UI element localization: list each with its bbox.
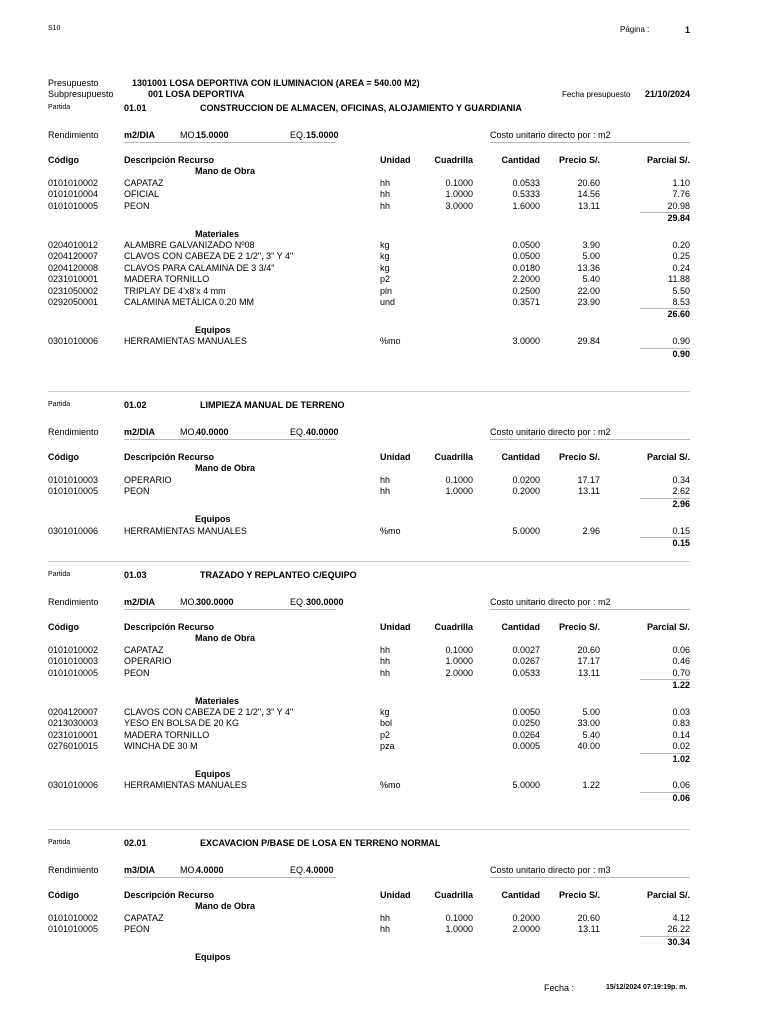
row-unidad: hh (380, 644, 391, 655)
row-descripcion: HERRAMIENTAS MANUALES (124, 336, 247, 347)
row-cantidad: 0.5333 (512, 189, 540, 200)
report-code: S10 (48, 25, 61, 32)
header-precio: Precio S/. (558, 452, 600, 462)
rendimiento-label: Rendimiento (48, 427, 99, 437)
row-unidad: kg (380, 706, 390, 717)
row-cantidad: 5.0000 (512, 780, 540, 791)
row-parcial: 0.46 (672, 656, 690, 667)
row-cantidad: 2.0000 (512, 924, 540, 935)
subpresupuesto-label: Subpresupuesto (48, 89, 114, 99)
row-descripcion: MADERA TORNILLO (124, 729, 210, 740)
partida-code: 01.01 (124, 103, 147, 113)
divider (490, 142, 690, 143)
row-cantidad: 0.0500 (512, 251, 540, 262)
row-unidad: hh (380, 667, 391, 678)
partida-title: CONSTRUCCION DE ALMACEN, OFICINAS, ALOJAMIENTO Y GUARDIANIA (200, 103, 522, 113)
row-unidad: hh (380, 474, 391, 485)
row-parcial: 0.15 (672, 525, 690, 536)
row-unidad: %mo (380, 525, 401, 536)
row-descripcion: OPERARIO (124, 474, 172, 485)
row-cantidad: 0.0250 (512, 718, 540, 729)
row-codigo: 0101010004 (48, 189, 99, 200)
header-codigo: Código (48, 622, 79, 632)
mo-value: 4.0000 (196, 865, 224, 875)
row-cuadrilla: 3.0000 (445, 200, 473, 211)
row-precio: 33.00 (577, 718, 600, 729)
row-unidad: und (380, 296, 396, 307)
row-cantidad: 0.0180 (512, 262, 540, 273)
row-cuadrilla: 1.0000 (445, 924, 473, 935)
row-codigo: 0301010006 (48, 780, 99, 791)
row-parcial: 0.83 (672, 718, 690, 729)
row-parcial: 26.22 (667, 924, 690, 935)
row-codigo: 0101010005 (48, 486, 99, 497)
row-unidad: hh (380, 189, 391, 200)
header-cantidad: Cantidad (501, 452, 540, 462)
rendimiento-label: Rendimiento (48, 130, 99, 140)
row-unidad: kg (380, 239, 390, 250)
row-descripcion: OFICIAL (124, 189, 160, 200)
row-codigo: 0101010002 (48, 912, 99, 923)
row-descripcion: CAPATAZ (124, 912, 164, 923)
group-title: Equipos (195, 324, 231, 335)
row-parcial: 7.76 (672, 189, 690, 200)
divider (48, 561, 690, 562)
divider (124, 439, 336, 440)
eq-label: EQ. (290, 865, 306, 875)
row-precio: 13.11 (578, 486, 600, 497)
row-cantidad: 5.0000 (512, 525, 540, 536)
partida-code: 01.03 (124, 570, 147, 580)
row-codigo: 0204120008 (48, 262, 99, 273)
group-title: Materiales (195, 228, 240, 239)
header-precio: Precio S/. (558, 622, 600, 632)
row-descripcion: TRIPLAY DE 4'x8'x 4 mm (124, 285, 226, 296)
row-unidad: hh (380, 486, 391, 497)
divider (124, 142, 336, 143)
row-unidad: p2 (380, 729, 391, 740)
group-total: 26.60 (667, 309, 690, 320)
costo-unitario: Costo unitario directo por : m3 (490, 865, 611, 875)
row-cantidad: 0.0533 (512, 667, 540, 678)
row-cantidad: 0.2000 (512, 486, 540, 497)
partida-title: EXCAVACION P/BASE DE LOSA EN TERRENO NORMAL (200, 838, 441, 848)
partida-label: Partida (48, 571, 71, 578)
row-parcial: 0.06 (672, 644, 690, 655)
rendimiento-unit: m2/DIA (124, 427, 156, 437)
row-descripcion: ALAMBRE GALVANIZADO Nº08 (124, 239, 255, 250)
partida-label: Partida (48, 104, 71, 111)
group-title: Mano de Obra (195, 633, 256, 644)
partida-label: Partida (48, 401, 71, 408)
row-cantidad: 0.2500 (512, 285, 540, 296)
divider (490, 609, 690, 610)
row-codigo: 0101010002 (48, 177, 99, 188)
row-parcial: 5.50 (672, 285, 690, 296)
costo-unitario: Costo unitario directo por : m2 (490, 597, 611, 607)
row-cantidad: 0.3571 (512, 296, 540, 307)
header-codigo: Código (48, 155, 79, 165)
footer-fecha-value: 15/12/2024 07:19:19p. m. (606, 984, 688, 991)
eq-label: EQ. (290, 130, 306, 140)
row-codigo: 0204120007 (48, 251, 99, 262)
row-precio: 13.11 (578, 200, 600, 211)
group-title: Equipos (195, 952, 231, 963)
row-cantidad: 0.0027 (512, 644, 540, 655)
eq-value: 4.0000 (306, 865, 334, 875)
eq-label: EQ. (290, 597, 306, 607)
group-title: Mano de Obra (195, 166, 256, 177)
row-codigo: 0231010001 (48, 274, 99, 285)
page-number: 1 (684, 25, 690, 35)
header-parcial: Parcial S/. (646, 452, 690, 462)
row-parcial: 0.70 (672, 667, 690, 678)
group-title: Materiales (195, 695, 240, 706)
row-cantidad: 0.2000 (512, 912, 540, 923)
rendimiento-label: Rendimiento (48, 597, 99, 607)
row-codigo: 0101010005 (48, 924, 99, 935)
row-precio: 17.17 (577, 474, 600, 485)
row-unidad: hh (380, 200, 391, 211)
group-total: 1.22 (672, 680, 690, 690)
row-precio: 23.90 (577, 296, 600, 307)
header-cantidad: Cantidad (501, 890, 540, 900)
row-codigo: 0204010012 (48, 239, 99, 250)
group-title: Mano de Obra (195, 463, 256, 474)
group-title: Equipos (195, 514, 231, 525)
row-precio: 5.00 (582, 706, 600, 717)
footer-fecha-label: Fecha : (544, 983, 575, 993)
mo-label: MO. (180, 865, 197, 875)
rendimiento-label: Rendimiento (48, 865, 99, 875)
row-parcial: 0.03 (672, 706, 690, 717)
eq-value: 15.0000 (306, 130, 339, 140)
row-parcial: 4.12 (672, 912, 690, 923)
row-unidad: %mo (380, 336, 401, 347)
row-parcial: 0.14 (672, 729, 690, 740)
group-total: 30.34 (667, 936, 690, 947)
row-unidad: kg (380, 262, 390, 273)
row-parcial: 0.90 (672, 336, 690, 347)
rendimiento-unit: m2/DIA (124, 597, 156, 607)
row-cuadrilla: 0.1000 (445, 644, 473, 655)
row-precio: 20.60 (577, 177, 600, 188)
partida-label: Partida (48, 839, 71, 846)
header-unidad: Unidad (380, 452, 411, 462)
row-precio: 17.17 (577, 656, 600, 667)
header-descripcion: Descripción Recurso (124, 622, 215, 632)
row-descripcion: CLAVOS CON CABEZA DE 2 1/2", 3" Y 4" (124, 251, 294, 262)
row-parcial: 0.02 (672, 741, 690, 752)
row-unidad: hh (380, 656, 391, 667)
row-descripcion: CAPATAZ (124, 177, 164, 188)
row-codigo: 0301010006 (48, 336, 99, 347)
row-cuadrilla: 1.0000 (445, 656, 473, 667)
presupuesto-label: Presupuesto (48, 78, 99, 88)
row-codigo: 0231010001 (48, 729, 99, 740)
divider (48, 391, 690, 392)
row-codigo: 0301010006 (48, 525, 99, 536)
partida-code: 02.01 (124, 838, 147, 848)
header-descripcion: Descripción Recurso (124, 155, 215, 165)
row-descripcion: HERRAMIENTAS MANUALES (124, 525, 247, 536)
partida-title: TRAZADO Y REPLANTEO C/EQUIPO (200, 570, 357, 580)
group-title: Equipos (195, 769, 231, 780)
group-total: 2.96 (672, 498, 690, 509)
divider (490, 877, 690, 878)
row-cuadrilla: 1.0000 (445, 189, 473, 200)
group-total: 0.06 (672, 792, 690, 803)
divider (124, 877, 336, 878)
divider (124, 609, 336, 610)
row-cantidad: 0.0005 (512, 741, 540, 752)
row-descripcion: OPERARIO (124, 656, 172, 667)
row-cuadrilla: 0.1000 (445, 912, 473, 923)
row-cantidad: 0.0500 (512, 239, 540, 250)
eq-label: EQ. (290, 427, 306, 437)
row-precio: 2.96 (582, 525, 600, 536)
row-descripcion: CLAVOS PARA CALAMINA DE 3 3/4" (124, 262, 275, 273)
row-descripcion: HERRAMIENTAS MANUALES (124, 780, 247, 791)
header-unidad: Unidad (380, 155, 411, 165)
row-cuadrilla: 1.0000 (445, 486, 473, 497)
header-parcial: Parcial S/. (646, 622, 690, 632)
header-cuadrilla: Cuadrilla (434, 890, 473, 900)
header-codigo: Código (48, 890, 79, 900)
row-unidad: p2 (380, 274, 391, 285)
row-precio: 5.40 (582, 729, 600, 740)
group-total: 1.02 (672, 753, 690, 764)
row-precio: 13.11 (578, 667, 600, 678)
group-total: 0.15 (672, 537, 690, 548)
row-unidad: pln (380, 285, 393, 296)
row-precio: 40.00 (577, 741, 600, 752)
row-descripcion: CAPATAZ (124, 644, 164, 655)
eq-value: 40.0000 (306, 427, 339, 437)
row-unidad: hh (380, 912, 391, 923)
header-cuadrilla: Cuadrilla (434, 622, 473, 632)
divider (490, 439, 690, 440)
row-precio: 5.00 (582, 251, 600, 262)
row-codigo: 0276010015 (48, 741, 99, 752)
row-precio: 14.56 (577, 189, 600, 200)
header-precio: Precio S/. (558, 890, 600, 900)
row-descripcion: WINCHA DE 30 M (124, 741, 198, 752)
header-precio: Precio S/. (558, 155, 600, 165)
row-cantidad: 2.2000 (512, 274, 540, 285)
row-descripcion: CALAMINA METÁLICA 0.20 MM (124, 296, 255, 307)
row-parcial: 0.06 (672, 780, 690, 791)
fecha-presupuesto-label: Fecha presupuesto (562, 90, 631, 99)
row-parcial: 11.88 (668, 274, 690, 285)
mo-value: 40.0000 (196, 427, 229, 437)
row-parcial: 0.34 (672, 474, 690, 485)
row-codigo: 0101010003 (48, 474, 99, 485)
subpresupuesto-value: 001 LOSA DEPORTIVA (148, 89, 245, 99)
divider (48, 829, 690, 830)
row-codigo: 0101010002 (48, 644, 99, 655)
mo-label: MO. (180, 130, 197, 140)
row-descripcion: PEON (124, 924, 150, 935)
partida-title: LIMPIEZA MANUAL DE TERRENO (200, 400, 345, 410)
row-cuadrilla: 2.0000 (445, 667, 473, 678)
header-cantidad: Cantidad (501, 155, 540, 165)
costo-unitario: Costo unitario directo por : m2 (490, 130, 611, 140)
row-parcial: 2.62 (672, 486, 690, 497)
eq-value: 300.0000 (306, 597, 344, 607)
mo-label: MO. (180, 427, 197, 437)
row-unidad: kg (380, 251, 390, 262)
rendimiento-unit: m3/DIA (124, 865, 156, 875)
group-title: Mano de Obra (195, 901, 256, 912)
row-unidad: hh (380, 924, 391, 935)
row-codigo: 0101010005 (48, 200, 99, 211)
row-cuadrilla: 0.1000 (445, 177, 473, 188)
row-codigo: 0213030003 (48, 718, 99, 729)
row-unidad: hh (380, 177, 391, 188)
page-label: Página : (620, 25, 650, 34)
row-unidad: %mo (380, 780, 401, 791)
group-total: 29.84 (667, 213, 690, 223)
header-cuadrilla: Cuadrilla (434, 155, 473, 165)
header-descripcion: Descripción Recurso (124, 452, 215, 462)
row-precio: 5.40 (582, 274, 600, 285)
row-codigo: 0292050001 (48, 296, 99, 307)
group-total: 0.90 (672, 348, 690, 359)
row-descripcion: PEON (124, 667, 150, 678)
row-codigo: 0231050002 (48, 285, 99, 296)
row-precio: 13.11 (578, 924, 600, 935)
row-descripcion: MADERA TORNILLO (124, 274, 210, 285)
row-precio: 1.22 (582, 780, 600, 791)
row-precio: 22.00 (577, 285, 600, 296)
row-descripcion: PEON (124, 200, 150, 211)
row-codigo: 0204120007 (48, 706, 99, 717)
rendimiento-unit: m2/DIA (124, 130, 156, 140)
header-codigo: Código (48, 452, 79, 462)
row-cantidad: 0.0267 (512, 656, 540, 667)
row-precio: 3.90 (582, 239, 600, 250)
header-cuadrilla: Cuadrilla (434, 452, 473, 462)
header-unidad: Unidad (380, 622, 411, 632)
row-cantidad: 0.0533 (512, 177, 540, 188)
row-cantidad: 3.0000 (512, 336, 540, 347)
header-parcial: Parcial S/. (646, 155, 690, 165)
fecha-presupuesto-value: 21/10/2024 (644, 89, 690, 99)
mo-value: 15.0000 (196, 130, 229, 140)
row-unidad: bol (380, 718, 393, 729)
header-unidad: Unidad (380, 890, 411, 900)
costo-unitario: Costo unitario directo por : m2 (490, 427, 611, 437)
header-cantidad: Cantidad (501, 622, 540, 632)
presupuesto-value: 1301001 LOSA DEPORTIVA CON ILUMINACION (AREA = 540.00 M2) (132, 78, 420, 88)
row-precio: 29.84 (577, 336, 600, 347)
partida-code: 01.02 (124, 400, 147, 410)
row-cantidad: 0.0050 (512, 706, 540, 717)
row-precio: 13.36 (577, 262, 600, 273)
row-unidad: pza (380, 741, 395, 752)
header-parcial: Parcial S/. (646, 890, 690, 900)
row-precio: 20.60 (577, 644, 600, 655)
row-codigo: 0101010003 (48, 656, 99, 667)
row-parcial: 0.20 (672, 239, 690, 250)
row-cantidad: 1.6000 (512, 200, 540, 211)
row-parcial: 0.25 (672, 251, 690, 262)
row-parcial: 1.10 (672, 177, 690, 188)
header-descripcion: Descripción Recurso (124, 890, 215, 900)
row-codigo: 0101010005 (48, 667, 99, 678)
row-cantidad: 0.0264 (512, 729, 540, 740)
row-descripcion: PEON (124, 486, 150, 497)
mo-value: 300.0000 (196, 597, 234, 607)
mo-label: MO. (180, 597, 197, 607)
row-descripcion: YESO EN BOLSA DE 20 KG (124, 718, 240, 729)
row-parcial: 8.53 (672, 296, 690, 307)
row-cuadrilla: 0.1000 (445, 474, 473, 485)
row-parcial: 0.24 (672, 262, 690, 273)
row-cantidad: 0.0200 (512, 474, 540, 485)
row-precio: 20.60 (577, 912, 600, 923)
row-descripcion: CLAVOS CON CABEZA DE 2 1/2", 3" Y 4" (124, 706, 294, 717)
row-parcial: 20.98 (667, 200, 690, 211)
